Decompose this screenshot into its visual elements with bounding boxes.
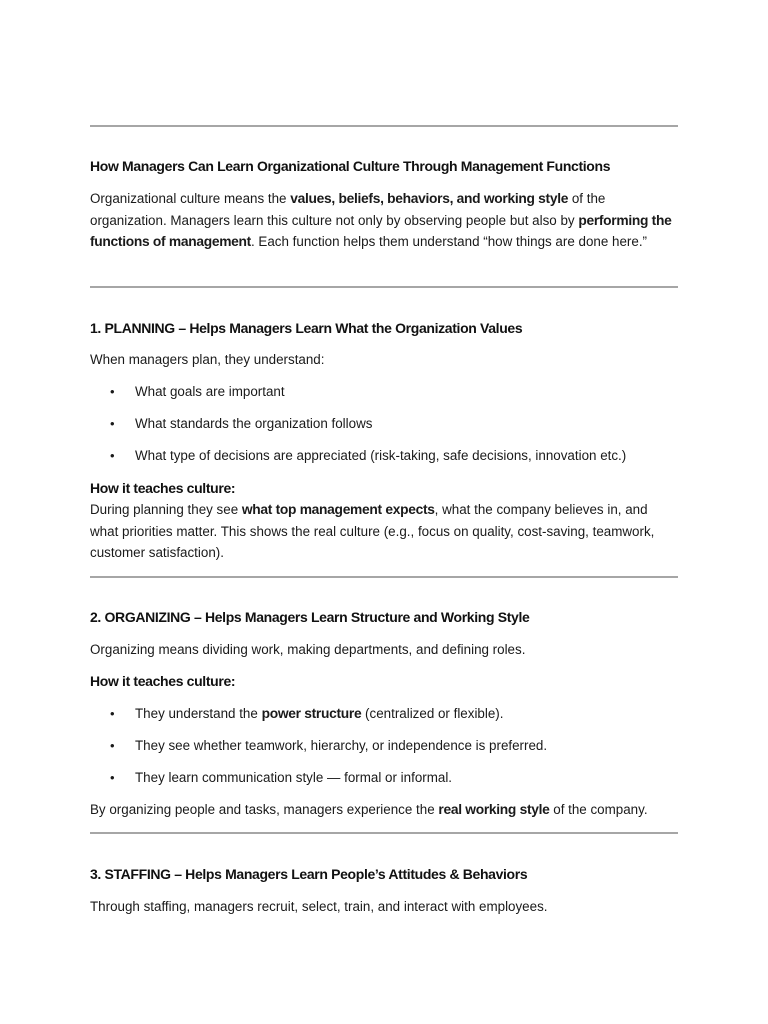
divider	[90, 832, 678, 834]
bold-text: performing the functions of management	[90, 212, 672, 250]
bullet-icon: •	[110, 738, 115, 753]
organizing-lead: Organizing means dividing work, making departments, and defining roles.	[90, 642, 526, 657]
bullet-icon: •	[110, 384, 115, 399]
text-run: By organizing people and tasks, managers experience the	[90, 802, 439, 817]
divider	[90, 125, 678, 127]
intro-paragraph	[90, 188, 678, 253]
text-run: , what the company believes in, and what priorities matter. This shows the real culture (e.g., focus on quality, cost-saving, teamwork, customer satisfaction).	[90, 502, 655, 561]
text-run: During planning they see	[90, 502, 242, 517]
subheading: How it teaches culture:	[90, 673, 236, 689]
list-item-text: What goals are important	[135, 384, 285, 399]
text-run: They understand the	[135, 706, 262, 721]
list-item-text: What type of decisions are appreciated (risk-taking, safe decisions, innovation etc.)	[135, 448, 627, 463]
text-run: (centralized or flexible).	[361, 706, 504, 721]
bold-text: power structure	[261, 706, 362, 721]
list-item-text: They learn communication style — formal or informal.	[135, 770, 453, 785]
bold-text: values, beliefs, behaviors, and working style	[290, 191, 569, 206]
section-heading-planning: 1. PLANNING – Helps Managers Learn What the Organization Values	[90, 320, 523, 336]
bold-text: what top management expects	[241, 502, 435, 517]
list-item-text: What standards the organization follows	[135, 416, 373, 431]
section-heading-organizing: 2. ORGANIZING – Helps Managers Learn Structure and Working Style	[90, 609, 530, 625]
text-run: of the organization. Managers learn this culture not only by observing people but also by	[90, 191, 606, 228]
planning-lead: When managers plan, they understand:	[90, 352, 325, 367]
bullet-icon: •	[110, 416, 115, 431]
bullet-icon: •	[110, 770, 115, 785]
subheading: How it teaches culture:	[90, 480, 236, 496]
bullet-icon: •	[110, 706, 115, 721]
bold-text: real working style	[438, 802, 550, 817]
document-title: How Managers Can Learn Organizational Culture Through Management Functions	[90, 158, 611, 174]
text-run: . Each function helps them understand “how things are done here.”	[250, 234, 647, 250]
list-item-text: They see whether teamwork, hierarchy, or independence is preferred.	[135, 738, 548, 753]
divider	[90, 576, 678, 578]
list-item-text	[135, 704, 503, 724]
text-run: of the company.	[549, 802, 648, 817]
organizing-paragraph	[90, 799, 678, 821]
section-heading-staffing: 3. STAFFING – Helps Managers Learn People’s Attitudes & Behaviors	[90, 866, 528, 882]
divider	[90, 286, 678, 288]
bullet-icon: •	[110, 448, 115, 463]
staffing-lead: Through staffing, managers recruit, select, train, and interact with employees.	[90, 899, 548, 914]
planning-paragraph	[90, 499, 678, 564]
text-run: Organizational culture means the	[90, 191, 291, 206]
